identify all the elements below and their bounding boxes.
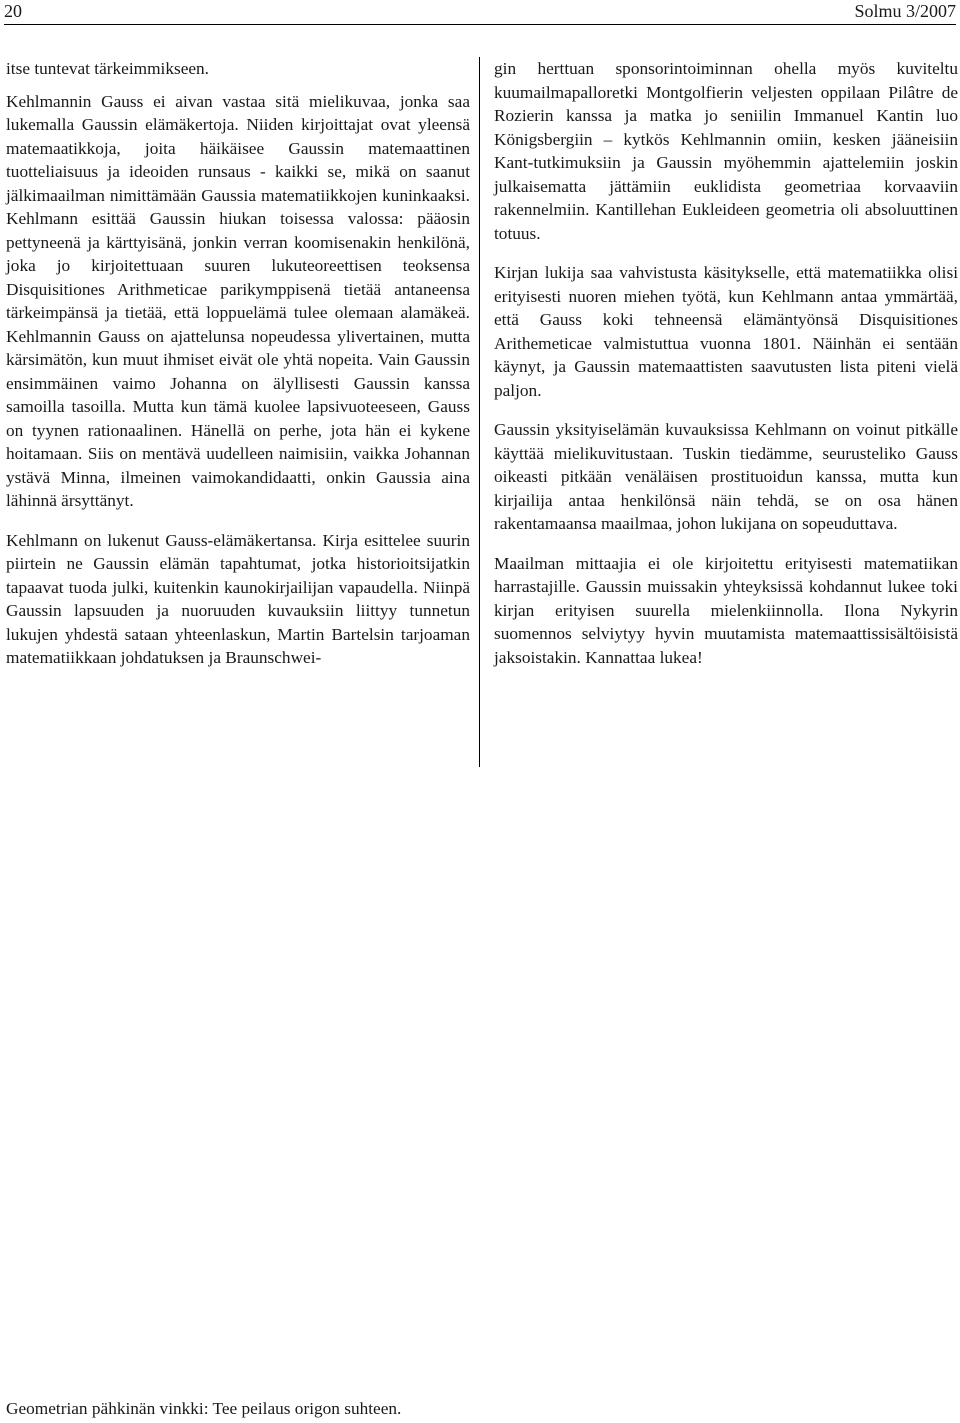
paragraph: gin herttuan sponsorintoiminnan ohella myös kuviteltu kuumailmapalloretki Montgolfierin veljesten oppilaan Pilâtre de Rozierin kanssa ja matka jo seniilin Immanuel Kantin luo Königsbergiin – kytkös Kehlmannin omiin, kesken jääneisiin Kant-tutkimuksiin ja Gaussin myöhemmin ajattelemiin joskin julkaisematta jättämiin euklidista geometriaa korvaaviin rakennelmiin. Kantillehan Eukleideen geometria oli absoluuttinen totuus. <box>494 59 958 243</box>
right-column <box>494 57 958 678</box>
page-header <box>4 0 956 25</box>
paragraph: Maailman mittaajia ei ole kirjoitettu erityisesti matematiikan harrastajille. Gaussin muissakin yhteyksissä kohdannut lukee toki kirjan erityisen suurella mielenkiinnolla. Ilona Nykyrin suomennos selviytyy hyvin muutamista matemaattissisältöisistä jaksoistakin. Kannattaa lukea! <box>494 553 958 667</box>
paragraph: itse tuntevat tärkeimmikseen. <box>6 59 209 78</box>
journal-issue: Solmu 3/2007 <box>854 1 956 21</box>
paragraph: Kehlmann on lukenut Gauss-elämäkertansa. Kirja esittelee suurin piirtein ne Gaussin elämän tapahtumat, jotka historioitsijatkin tapaavat tuoda julki, kuitenkin kaunokirjailijan vapaudella. Niinpä Gaussin lapsuuden ja nuoruuden kuvauksiin liittyy tunnetun lukujen yhdestä sataan yhteenlaskun, Martin Bartelsin tarjoaman matematiikkaan johdatuksen ja Braunschwei- <box>6 530 470 667</box>
page-number: 20 <box>4 1 22 21</box>
paragraph: Kehlmannin Gauss ei aivan vastaa sitä mielikuvaa, jonka saa lukemalla Gaussin elämäkertoja. Niiden kirjoittajat ovat yleensä matemaatikkoja, joita häikäisee Gaussin matemaattinen tuotteliaisuus ja ideoiden runsaus - kaikki se, mikä on saanut jälkimaailman nimittämään Gaussia matematiikkojen kuninkaaksi. Kehlmann esittää Gaussin hiukan toisessa valossa: pääosin pettyneenä ja kärttyisänä, jonkin verran koomisenakin henkilönä, joka jo kirjoitettuaan suuren lukuteoreettisen teoksensa Disquisitiones Arithmeticae parikymppisenä tietää antaneensa tärkeimpänsä ja tietää, että loppuelämä tulee olemaan alamäkeä. Kehlmannin Gauss on ajattelunsa nopeudessa ylivertainen, mutta kärsimätön, kun muut ihmiset eivät ole yhtä nopeita. Vain Gaussin ensimmäinen vaimo Johanna on älyllisesti Gaussin kanssa samoilla tasoilla. Mutta kun tämä kuolee lapsivuoteeseen, Gauss on tyynen rationaalinen. Hänellä on perhe, jota hän ei kykene hoitamaan. Siis on mentävä uudelleen naimisiin, vaikka Johannan ystävä Minna, ilmeinen vaimokandidaatti, onkin Gaussia aina lähinnä ärsyttänyt. <box>6 91 470 510</box>
footer-hint: Geometrian pähkinän vinkki: Tee peilaus origon suhteen. <box>6 1399 402 1418</box>
left-column <box>6 57 470 679</box>
paragraph: Kirjan lukija saa vahvistusta käsitykselle, että matematiikka olisi erityisesti nuoren miehen työtä, kun Kehlmann antaa ymmärtää, että Gauss koki tehneensä elämäntyönsä Disquisitiones Arithemeticae valmistuttua vuonna 1801. Näinhän ei sentään käynyt, ja Gaussin matemaattisten saavutusten lista piteni vielä paljon. <box>494 263 958 400</box>
paragraph: Gaussin yksityiselämän kuvauksissa Kehlmann on voinut pitkälle käyttää mielikuvitustaan. Tuskin tiedämme, seurusteliko Gauss oikeasti pitkään venäläisen prostituoidun kanssa, mutta kun kirjailija antaa henkilönsä näin tehdä, se on osa hänen rakentamaansa maailmaa, johon lukijana on sopeuduttava. <box>494 420 958 533</box>
column-divider <box>479 57 480 767</box>
